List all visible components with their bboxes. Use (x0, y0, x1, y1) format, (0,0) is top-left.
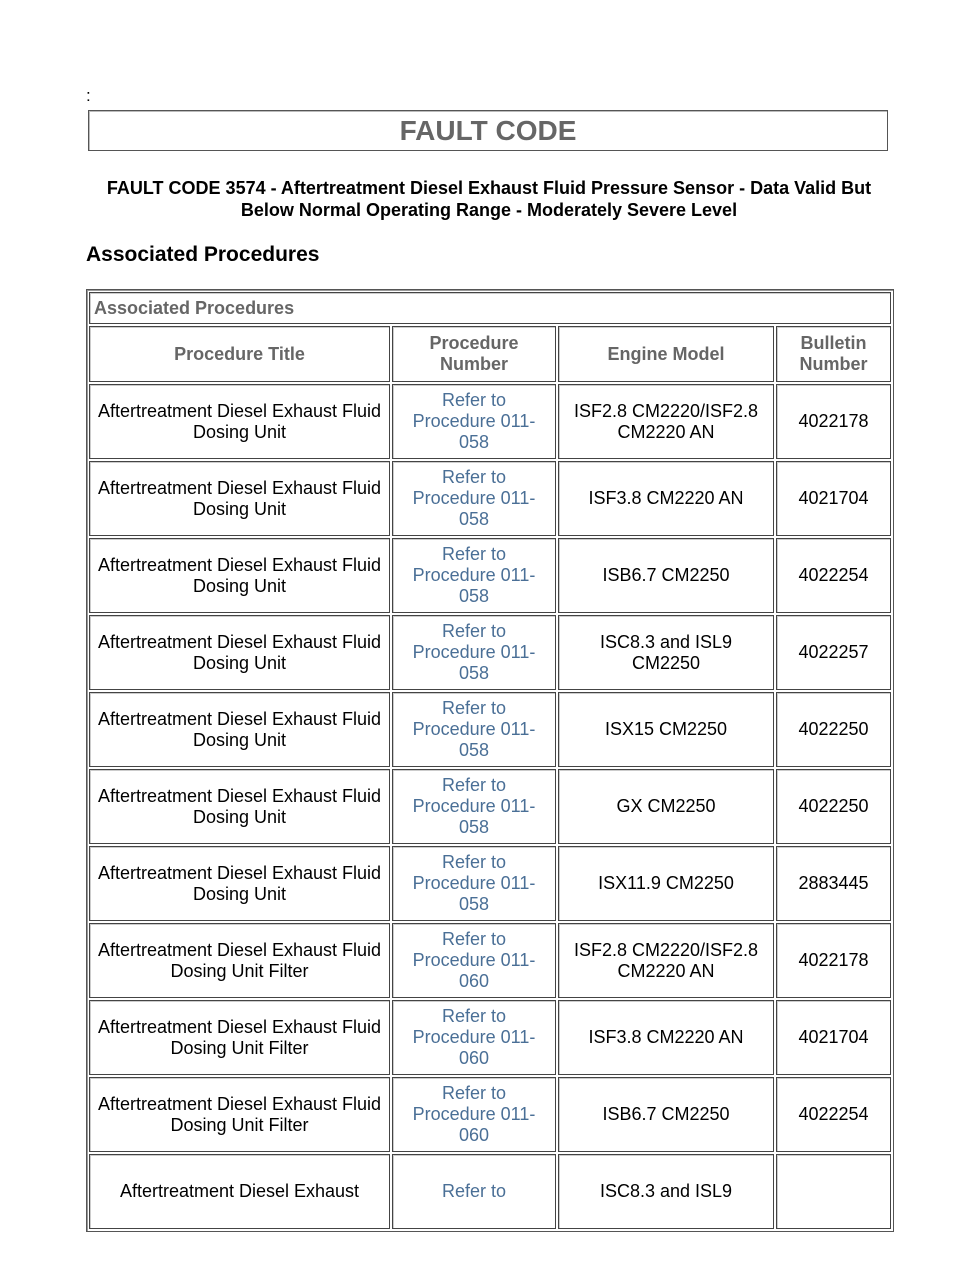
procedure-title-cell: Aftertreatment Diesel Exhaust Fluid Dosing Unit (89, 692, 390, 767)
procedure-link[interactable]: Refer to Procedure 011-058 (392, 538, 556, 613)
engine-model-cell: ISC8.3 and ISL9 CM2250 (558, 615, 774, 690)
engine-model-cell: ISX11.9 CM2250 (558, 846, 774, 921)
bulletin-number-cell: 4022250 (776, 692, 891, 767)
table-row (89, 846, 891, 921)
procedure-link[interactable]: Refer to Procedure 011-058 (392, 846, 556, 921)
procedure-title-cell: Aftertreatment Diesel Exhaust Fluid Dosing Unit (89, 461, 390, 536)
table-row (89, 1000, 891, 1075)
engine-model-cell: ISF2.8 CM2220/ISF2.8 CM2220 AN (558, 384, 774, 459)
procedure-link[interactable]: Refer to Procedure 011-058 (392, 615, 556, 690)
bulletin-number-cell: 4022254 (776, 1077, 891, 1152)
table-row (89, 769, 891, 844)
header-engine-model: Engine Model (558, 326, 774, 382)
procedure-title-cell: Aftertreatment Diesel Exhaust Fluid Dosing Unit Filter (89, 1077, 390, 1152)
bulletin-number-cell: 4022178 (776, 923, 891, 998)
engine-model-cell: ISB6.7 CM2250 (558, 1077, 774, 1152)
table-header-row (89, 326, 891, 382)
table-row (89, 461, 891, 536)
table-row (89, 692, 891, 767)
engine-model-cell: GX CM2250 (558, 769, 774, 844)
procedure-link[interactable]: Refer to Procedure 011-060 (392, 923, 556, 998)
bulletin-number-cell: 2883445 (776, 846, 891, 921)
engine-model-cell: ISF3.8 CM2220 AN (558, 1000, 774, 1075)
table-row (89, 923, 891, 998)
bulletin-number-cell: 4022178 (776, 384, 891, 459)
procedure-title-cell: Aftertreatment Diesel Exhaust Fluid Dosing Unit (89, 769, 390, 844)
engine-model-cell: ISF3.8 CM2220 AN (558, 461, 774, 536)
table-caption: Associated Procedures (89, 292, 891, 324)
procedure-title-cell: Aftertreatment Diesel Exhaust (89, 1154, 390, 1229)
procedure-title-cell: Aftertreatment Diesel Exhaust Fluid Dosing Unit (89, 615, 390, 690)
section-heading: Associated Procedures (86, 243, 320, 266)
engine-model-cell: ISB6.7 CM2250 (558, 538, 774, 613)
bulletin-number-cell: 4021704 (776, 461, 891, 536)
procedure-link[interactable]: Refer to Procedure 011-058 (392, 384, 556, 459)
fault-code-banner (88, 110, 888, 151)
header-procedure-title: Procedure Title (89, 326, 390, 382)
procedure-title-cell: Aftertreatment Diesel Exhaust Fluid Dosing Unit (89, 846, 390, 921)
fault-code-title: FAULT CODE 3574 - Aftertreatment Diesel Exhaust Fluid Pressure Sensor - Data Valid But Below Normal Operating Range - Moderately Severe Level (106, 178, 872, 220)
bulletin-number-cell: 4022250 (776, 769, 891, 844)
procedures-table-container (86, 289, 892, 1201)
banner-title: FAULT CODE (399, 114, 577, 146)
procedure-link[interactable]: Refer to Procedure 011-060 (392, 1000, 556, 1075)
engine-model-cell: ISF2.8 CM2220/ISF2.8 CM2220 AN (558, 923, 774, 998)
procedure-title-cell: Aftertreatment Diesel Exhaust Fluid Dosing Unit (89, 384, 390, 459)
procedure-title-cell: Aftertreatment Diesel Exhaust Fluid Dosing Unit Filter (89, 1000, 390, 1075)
table-row (89, 384, 891, 459)
procedure-link[interactable]: Refer to Procedure 011-060 (392, 1077, 556, 1152)
table-row (89, 1154, 891, 1229)
bulletin-number-cell: 4022257 (776, 615, 891, 690)
bulletin-number-cell (776, 1154, 891, 1229)
procedure-title-cell: Aftertreatment Diesel Exhaust Fluid Dosing Unit (89, 538, 390, 613)
bulletin-number-cell: 4021704 (776, 1000, 891, 1075)
header-bulletin-number: Bulletin Number (776, 326, 891, 382)
associated-procedures-table (86, 289, 894, 1232)
procedure-link[interactable]: Refer to Procedure 011-058 (392, 461, 556, 536)
table-row (89, 1077, 891, 1152)
procedure-title-cell: Aftertreatment Diesel Exhaust Fluid Dosing Unit Filter (89, 923, 390, 998)
header-procedure-number: Procedure Number (392, 326, 556, 382)
engine-model-cell: ISC8.3 and ISL9 (558, 1154, 774, 1229)
table-row (89, 615, 891, 690)
procedure-link[interactable]: Refer to Procedure 011-058 (392, 769, 556, 844)
page-marker: : (86, 86, 91, 105)
table-body (89, 384, 891, 1229)
engine-model-cell: ISX15 CM2250 (558, 692, 774, 767)
procedure-link[interactable]: Refer to (392, 1154, 556, 1229)
bulletin-number-cell: 4022254 (776, 538, 891, 613)
table-row (89, 538, 891, 613)
procedure-link[interactable]: Refer to Procedure 011-058 (392, 692, 556, 767)
